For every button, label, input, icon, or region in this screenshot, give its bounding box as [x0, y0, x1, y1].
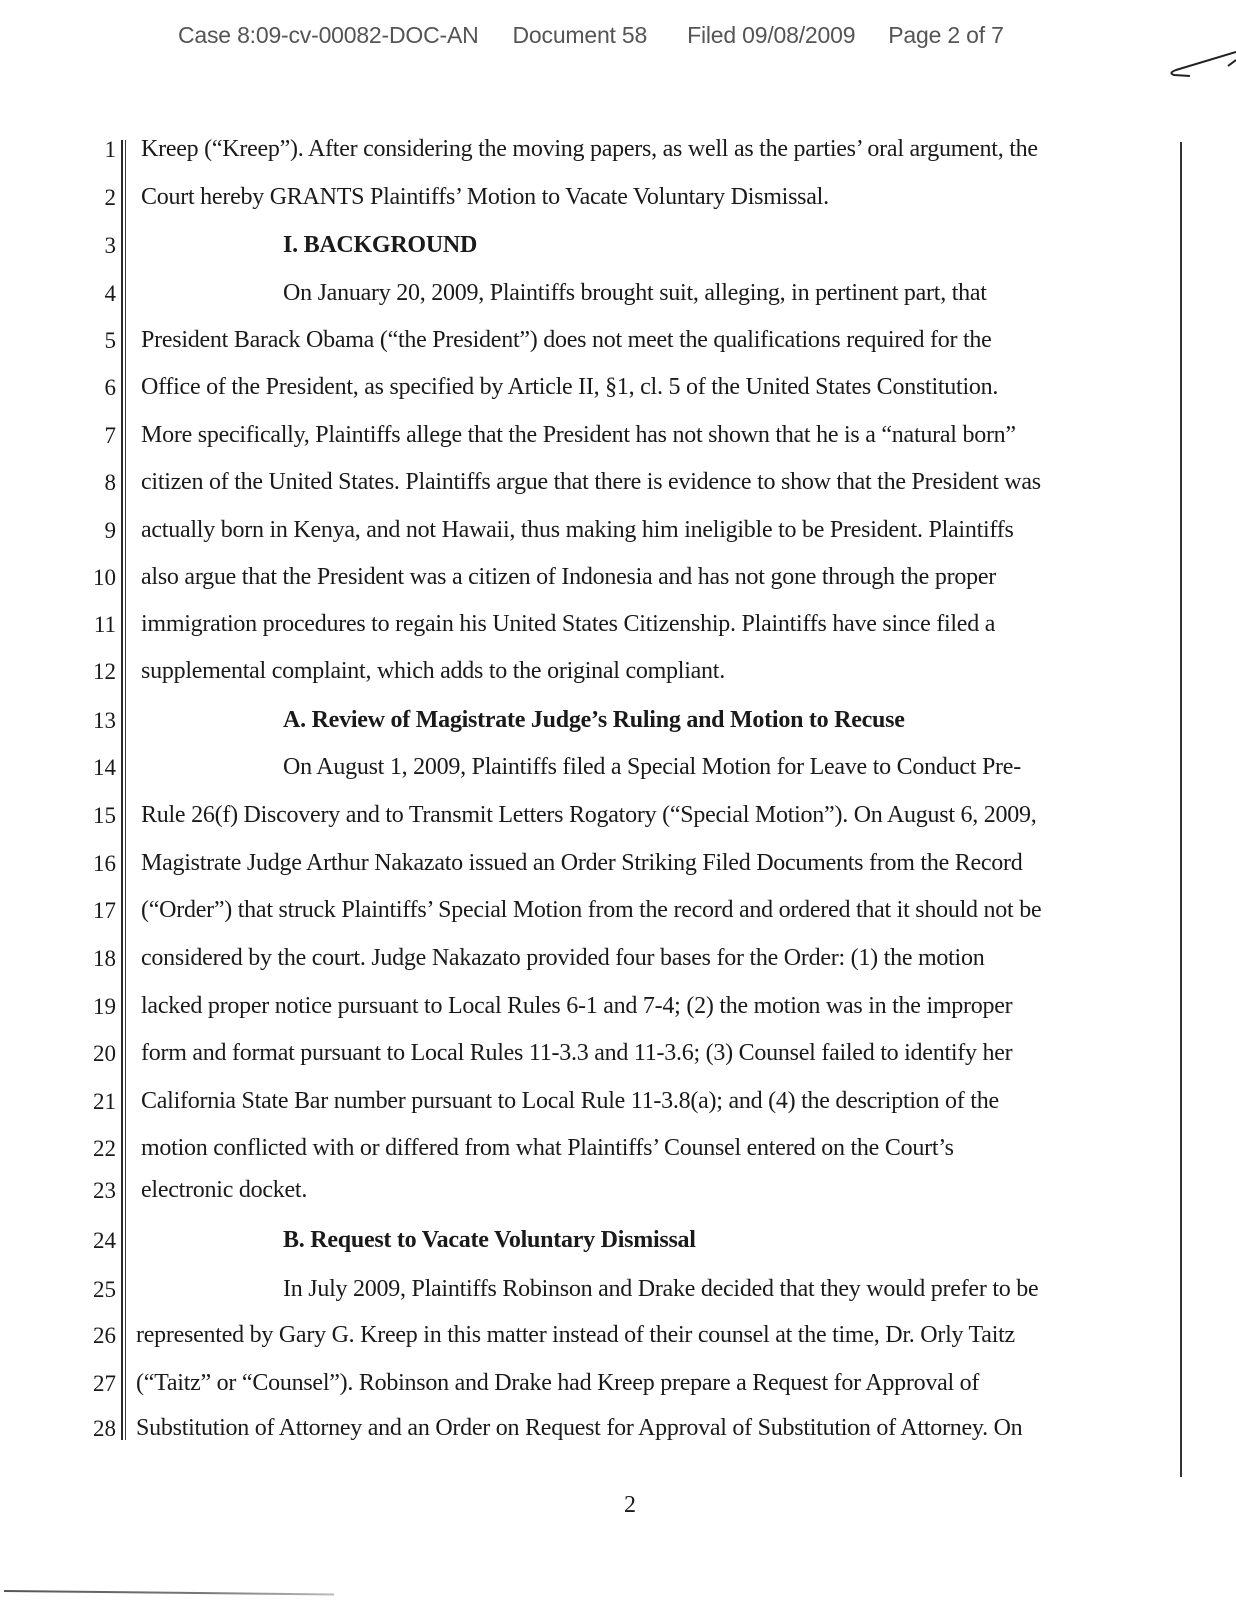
body-line: California State Bar number pursuant to Local Rule 11-3.8(a); and (4) the description of the [141, 1088, 999, 1114]
body-line: Kreep (“Kreep”). After considering the moving papers, as well as the parties’ oral argument, the [141, 136, 1038, 162]
line-number: 22 [93, 1136, 116, 1161]
left-margin-rule [121, 140, 123, 1440]
line-number: 26 [93, 1323, 116, 1348]
line-number: 3 [104, 233, 116, 258]
body-line: In July 2009, Plaintiffs Robinson and Drake decided that they would prefer to be [283, 1276, 1039, 1302]
line-number: 2 [104, 185, 116, 210]
right-margin-rule [1180, 142, 1182, 1477]
case-number: Case 8:09-cv-00082-DOC-AN [178, 22, 479, 48]
line-number: 1 [104, 137, 116, 162]
left-margin-rule-inner [125, 140, 126, 1440]
page-number: 2 [624, 1492, 636, 1518]
handwritten-mark-icon [1168, 40, 1236, 80]
line-number: 12 [93, 659, 116, 684]
body-line: More specifically, Plaintiffs allege that the President has not shown that he is a “natural born” [141, 422, 1016, 448]
filing-header [178, 22, 1004, 49]
body-line: form and format pursuant to Local Rules 11-3.3 and 11-3.6; (3) Counsel failed to identify her [141, 1040, 1013, 1066]
body-line: actually born in Kenya, and not Hawaii, thus making him ineligible to be President. Plaintiffs [141, 517, 1014, 543]
body-line: On August 1, 2009, Plaintiffs filed a Special Motion for Leave to Conduct Pre- [283, 754, 1021, 780]
line-number: 21 [93, 1089, 116, 1114]
line-number: 13 [93, 708, 116, 733]
body-line: Magistrate Judge Arthur Nakazato issued an Order Striking Filed Documents from the Record [141, 850, 1023, 876]
section-heading: I. BACKGROUND [283, 232, 478, 258]
line-number: 4 [104, 281, 116, 306]
line-number: 18 [93, 946, 116, 971]
line-number: 19 [93, 994, 116, 1019]
line-number: 11 [93, 612, 116, 637]
line-number: 25 [93, 1277, 116, 1302]
line-number: 10 [93, 565, 116, 590]
line-number: 8 [104, 470, 116, 495]
line-number: 17 [93, 898, 116, 923]
body-line: represented by Gary G. Kreep in this matter instead of their counsel at the time, Dr. Orly Taitz [136, 1322, 1015, 1348]
line-number: 6 [104, 375, 116, 400]
section-heading: B. Request to Vacate Voluntary Dismissal [283, 1227, 696, 1253]
page-indicator: Page 2 of 7 [888, 22, 1004, 48]
document-number: Document 58 [512, 22, 648, 48]
body-line: immigration procedures to regain his United States Citizenship. Plaintiffs have since filed a [141, 611, 996, 637]
body-line: motion conflicted with or differed from what Plaintiffs’ Counsel entered on the Court’s [141, 1135, 954, 1161]
line-number: 28 [93, 1416, 116, 1441]
line-number: 9 [104, 518, 116, 543]
filed-date: Filed 09/08/2009 [687, 22, 856, 48]
body-line: citizen of the United States. Plaintiffs argue that there is evidence to show that the President was [141, 469, 1041, 495]
line-number: 27 [93, 1371, 116, 1396]
body-line: Office of the President, as specified by Article II, §1, cl. 5 of the United States Constitution. [141, 374, 999, 400]
body-line: (“Order”) that struck Plaintiffs’ Special Motion from the record and ordered that it should not be [141, 897, 1042, 923]
body-line: supplemental complaint, which adds to the original compliant. [141, 658, 725, 684]
line-number: 20 [93, 1041, 116, 1066]
line-number: 7 [104, 423, 116, 448]
body-line: lacked proper notice pursuant to Local Rules 6-1 and 7-4; (2) the motion was in the improper [141, 993, 1013, 1019]
body-line: (“Taitz” or “Counsel”). Robinson and Drake had Kreep prepare a Request for Approval of [136, 1370, 980, 1396]
body-line: President Barack Obama (“the President”) does not meet the qualifications required for the [141, 327, 992, 353]
section-heading: A. Review of Magistrate Judge’s Ruling and Motion to Recuse [283, 707, 905, 733]
line-number: 5 [104, 328, 116, 353]
body-line: Substitution of Attorney and an Order on Request for Approval of Substitution of Attorney. On [136, 1415, 1023, 1441]
body-line: On January 20, 2009, Plaintiffs brought suit, alleging, in pertinent part, that [283, 280, 987, 306]
line-number: 24 [93, 1228, 116, 1253]
body-line: Rule 26(f) Discovery and to Transmit Letters Rogatory (“Special Motion”). On August 6, 2009, [141, 802, 1037, 828]
line-number: 14 [93, 755, 116, 780]
footer-rule [4, 1590, 334, 1595]
body-line: electronic docket. [141, 1177, 308, 1203]
line-number: 15 [93, 803, 116, 828]
body-line: Court hereby GRANTS Plaintiffs’ Motion to Vacate Voluntary Dismissal. [141, 184, 829, 210]
body-line: considered by the court. Judge Nakazato provided four bases for the Order: (1) the motion [141, 945, 985, 971]
line-number: 16 [93, 851, 116, 876]
line-number: 23 [93, 1178, 116, 1203]
body-line: also argue that the President was a citizen of Indonesia and has not gone through the proper [141, 564, 996, 590]
